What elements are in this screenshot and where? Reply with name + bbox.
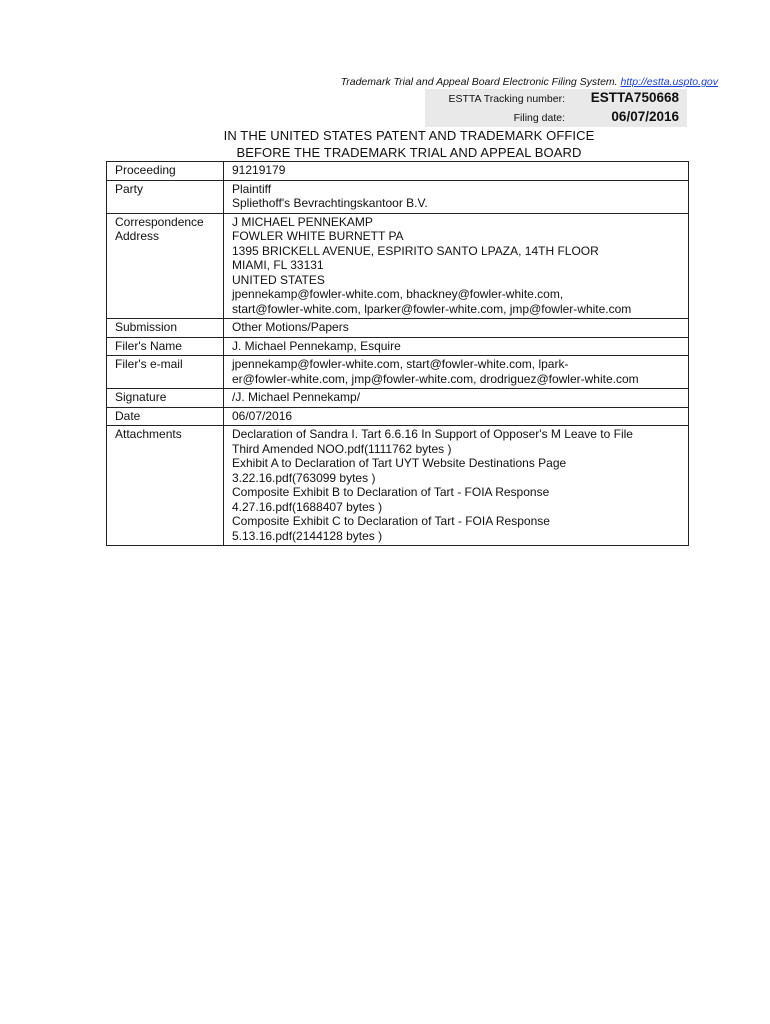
- attachments-value: [224, 426, 689, 546]
- filer-email-value: [224, 356, 689, 389]
- date-value: [224, 407, 689, 426]
- filing-table: [106, 161, 689, 546]
- correspondent-city: MIAMI, FL 33131: [232, 258, 324, 272]
- attachments-label: Attachments: [107, 426, 224, 546]
- correspondent-name: J MICHAEL PENNEKAMP: [232, 214, 373, 229]
- signature-value: [224, 389, 689, 408]
- attachment-line: Exhibit A to Declaration of Tart UYT Website Destinations Page: [232, 456, 567, 470]
- correspondent-emails: start@fowler-white.com, lparker@fowler-white.com, jmp@fowler-white.com: [232, 301, 632, 316]
- party-label: Party: [107, 180, 224, 213]
- title-line-2: BEFORE THE TRADEMARK TRIAL AND APPEAL BOARD: [236, 145, 582, 160]
- date: 06/07/2016: [232, 408, 293, 423]
- filer-emails: er@fowler-white.com, jmp@fowler-white.com, drodriguez@fowler-white.com: [232, 371, 639, 386]
- filing-date-row: [425, 108, 687, 127]
- correspondence-label: [107, 213, 224, 319]
- attachment-line: 3.22.16.pdf(763099 bytes ): [232, 470, 376, 485]
- proceeding-value: [224, 162, 689, 181]
- row-filer-email: [107, 356, 689, 389]
- proceeding-number: 91219179: [232, 163, 286, 177]
- correspondence-label-line: Correspondence: [115, 214, 204, 229]
- proceeding-label: Proceeding: [107, 162, 224, 181]
- tracking-row: [425, 89, 687, 108]
- correspondent-street: 1395 BRICKELL AVENUE, ESPIRITO SANTO LPAZA, 14TH FLOOR: [232, 243, 599, 258]
- correspondence-label-line: Address: [115, 229, 160, 243]
- party-name: Spliethoff's Bevrachtingskantoor B.V.: [232, 196, 428, 210]
- party-role: Plaintiff: [232, 181, 272, 196]
- attachment-line: Composite Exhibit C to Declaration of Tart - FOIA Response: [232, 514, 550, 528]
- date-label: Date: [107, 407, 224, 426]
- signature: /J. Michael Pennekamp/: [232, 390, 361, 404]
- row-attachments: [107, 426, 689, 546]
- row-party: [107, 180, 689, 213]
- filer-email-label: Filer's e-mail: [107, 356, 224, 389]
- tracking-label: ESTTA Tracking number:: [448, 93, 565, 105]
- title-line-1: IN THE UNITED STATES PATENT AND TRADEMARK OFFICE: [223, 128, 595, 143]
- row-filer-name: [107, 337, 689, 356]
- row-proceeding: [107, 162, 689, 181]
- correspondent-country: UNITED STATES: [232, 272, 325, 287]
- filer-name-label: Filer's Name: [107, 337, 224, 356]
- attachment-line: Declaration of Sandra I. Tart 6.6.16 In Support of Opposer's M Leave to File: [232, 427, 633, 441]
- system-text: Trademark Trial and Appeal Board Electronic Filing System.: [340, 76, 618, 88]
- row-correspondence: [107, 213, 689, 319]
- correspondent-emails: jpennekamp@fowler-white.com, bhackney@fowler-white.com,: [232, 287, 564, 301]
- filer-name: J. Michael Pennekamp, Esquire: [232, 338, 401, 353]
- filer-name-value: [224, 337, 689, 356]
- attachment-line: 4.27.16.pdf(1688407 bytes ): [232, 499, 383, 514]
- filer-emails: jpennekamp@fowler-white.com, start@fowler-white.com, lpark-: [232, 357, 569, 371]
- system-header: [340, 76, 718, 88]
- submission-label: Submission: [107, 319, 224, 338]
- attachment-line: Composite Exhibit B to Declaration of Tart - FOIA Response: [232, 485, 550, 499]
- correspondence-value: [224, 213, 689, 319]
- correspondent-firm: FOWLER WHITE BURNETT PA: [232, 229, 404, 243]
- row-date: [107, 407, 689, 426]
- attachment-line: 5.13.16.pdf(2144128 bytes ): [232, 528, 383, 543]
- estta-link[interactable]: http://estta.uspto.gov: [620, 76, 718, 88]
- filing-date-value: 06/07/2016: [611, 109, 679, 124]
- tracking-number: ESTTA750668: [590, 90, 679, 105]
- party-value: [224, 180, 689, 213]
- tracking-box: [425, 89, 687, 127]
- row-signature: [107, 389, 689, 408]
- signature-label: Signature: [107, 389, 224, 408]
- submission-type: Other Motions/Papers: [232, 320, 349, 334]
- submission-value: [224, 319, 689, 338]
- filing-date-label: Filing date:: [513, 112, 565, 124]
- row-submission: [107, 319, 689, 338]
- attachment-line: Third Amended NOO.pdf(1111762 bytes ): [232, 441, 452, 456]
